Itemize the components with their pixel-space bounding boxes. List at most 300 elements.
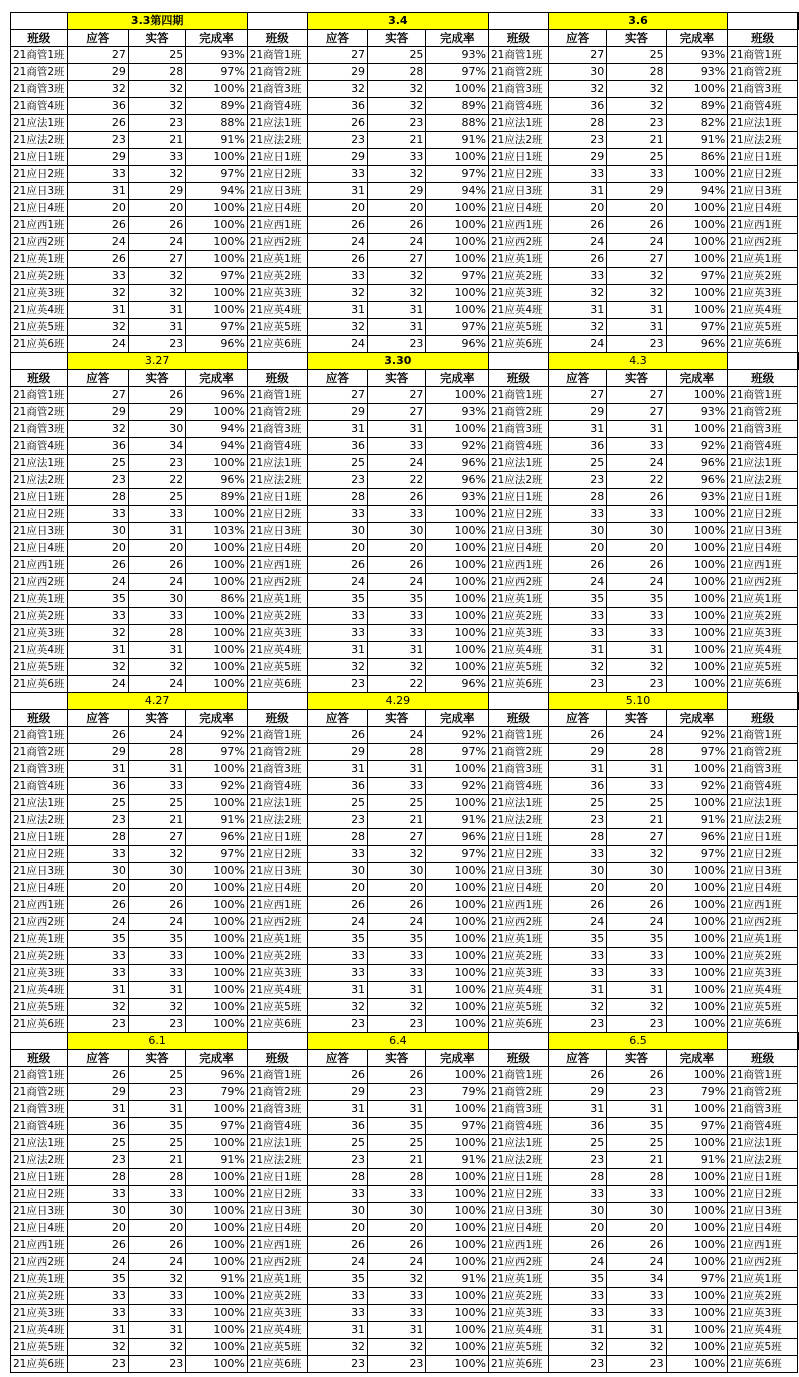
value-cell[interactable]: 24 <box>548 574 606 591</box>
class-name-cell[interactable]: 21应西2班 <box>728 1254 798 1271</box>
value-cell[interactable]: 97% <box>426 1118 489 1135</box>
class-name-cell[interactable]: 21商管1班 <box>247 727 307 744</box>
value-cell[interactable]: 27 <box>368 251 426 268</box>
date-label[interactable]: 4.3 <box>548 353 727 370</box>
class-name-cell[interactable]: 21应英1班 <box>11 591 68 608</box>
value-cell[interactable]: 20 <box>607 1220 666 1237</box>
column-header[interactable]: 班级 <box>488 370 548 387</box>
value-cell[interactable]: 24 <box>368 727 426 744</box>
class-name-cell[interactable]: 21应英4班 <box>728 1322 798 1339</box>
class-name-cell[interactable]: 21应西1班 <box>488 557 548 574</box>
value-cell[interactable]: 23 <box>548 812 606 829</box>
value-cell[interactable]: 36 <box>307 98 367 115</box>
value-cell[interactable]: 27 <box>368 829 426 846</box>
class-name-cell[interactable]: 21应西2班 <box>488 1254 548 1271</box>
value-cell[interactable]: 29 <box>67 1084 128 1101</box>
class-name-cell[interactable]: 21应英2班 <box>11 1288 68 1305</box>
value-cell[interactable]: 24 <box>67 1254 128 1271</box>
value-cell[interactable]: 25 <box>67 1135 128 1152</box>
value-cell[interactable]: 33 <box>548 1288 606 1305</box>
value-cell[interactable]: 97% <box>426 268 489 285</box>
date-label[interactable]: 6.5 <box>548 1033 727 1050</box>
value-cell[interactable]: 33 <box>128 1288 185 1305</box>
value-cell[interactable]: 30 <box>307 1203 367 1220</box>
class-name-cell[interactable]: 21应英2班 <box>728 608 798 625</box>
value-cell[interactable]: 33 <box>368 149 426 166</box>
class-name-cell[interactable]: 21商管3班 <box>488 1101 548 1118</box>
value-cell[interactable]: 32 <box>128 166 185 183</box>
value-cell[interactable]: 27 <box>548 47 606 64</box>
column-header[interactable]: 班级 <box>11 370 68 387</box>
value-cell[interactable]: 33 <box>607 948 666 965</box>
class-name-cell[interactable]: 21应英2班 <box>11 268 68 285</box>
value-cell[interactable]: 33 <box>368 1305 426 1322</box>
class-name-cell[interactable]: 21应日3班 <box>247 1203 307 1220</box>
value-cell[interactable]: 27 <box>368 387 426 404</box>
value-cell[interactable]: 97% <box>186 319 248 336</box>
value-cell[interactable]: 35 <box>607 591 666 608</box>
value-cell[interactable]: 28 <box>368 744 426 761</box>
value-cell[interactable]: 32 <box>67 999 128 1016</box>
column-header[interactable]: 完成率 <box>426 370 489 387</box>
class-name-cell[interactable]: 21应英6班 <box>11 1016 68 1033</box>
date-label[interactable]: 6.4 <box>307 1033 488 1050</box>
value-cell[interactable]: 97% <box>666 744 728 761</box>
value-cell[interactable]: 89% <box>666 98 728 115</box>
value-cell[interactable]: 100% <box>426 1356 489 1373</box>
value-cell[interactable]: 30 <box>128 863 185 880</box>
value-cell[interactable]: 100% <box>666 1322 728 1339</box>
value-cell[interactable]: 100% <box>186 1135 248 1152</box>
value-cell[interactable]: 25 <box>67 795 128 812</box>
blank-cell[interactable] <box>488 353 548 370</box>
class-name-cell[interactable]: 21应日4班 <box>488 1220 548 1237</box>
value-cell[interactable]: 96% <box>426 455 489 472</box>
date-label[interactable]: 4.27 <box>67 693 247 710</box>
value-cell[interactable]: 31 <box>368 302 426 319</box>
value-cell[interactable]: 100% <box>666 1067 728 1084</box>
value-cell[interactable]: 100% <box>426 1169 489 1186</box>
value-cell[interactable]: 24 <box>548 336 606 353</box>
value-cell[interactable]: 33 <box>67 1186 128 1203</box>
value-cell[interactable]: 31 <box>548 1101 606 1118</box>
class-name-cell[interactable]: 21应日3班 <box>728 183 798 200</box>
value-cell[interactable]: 31 <box>128 302 185 319</box>
blank-cell[interactable] <box>247 693 307 710</box>
class-name-cell[interactable]: 21应英5班 <box>247 999 307 1016</box>
class-name-cell[interactable]: 21应英4班 <box>11 642 68 659</box>
value-cell[interactable]: 20 <box>607 880 666 897</box>
value-cell[interactable]: 20 <box>368 540 426 557</box>
class-name-cell[interactable]: 21应日3班 <box>728 523 798 540</box>
value-cell[interactable]: 96% <box>186 336 248 353</box>
value-cell[interactable]: 23 <box>607 336 666 353</box>
value-cell[interactable]: 24 <box>368 574 426 591</box>
value-cell[interactable]: 35 <box>607 931 666 948</box>
value-cell[interactable]: 26 <box>607 1237 666 1254</box>
value-cell[interactable]: 26 <box>67 217 128 234</box>
value-cell[interactable]: 100% <box>666 948 728 965</box>
value-cell[interactable]: 28 <box>548 115 606 132</box>
class-name-cell[interactable]: 21应西1班 <box>11 217 68 234</box>
value-cell[interactable]: 100% <box>426 591 489 608</box>
value-cell[interactable]: 96% <box>186 1067 248 1084</box>
value-cell[interactable]: 21 <box>128 812 185 829</box>
value-cell[interactable]: 100% <box>426 999 489 1016</box>
value-cell[interactable]: 100% <box>426 965 489 982</box>
class-name-cell[interactable]: 21应西1班 <box>11 1237 68 1254</box>
value-cell[interactable]: 33 <box>368 608 426 625</box>
value-cell[interactable]: 23 <box>548 1356 606 1373</box>
value-cell[interactable]: 27 <box>128 829 185 846</box>
value-cell[interactable]: 26 <box>368 217 426 234</box>
date-label[interactable]: 3.6 <box>548 13 727 30</box>
value-cell[interactable]: 100% <box>186 455 248 472</box>
value-cell[interactable]: 22 <box>368 472 426 489</box>
class-name-cell[interactable]: 21商管3班 <box>488 421 548 438</box>
class-name-cell[interactable]: 21应英4班 <box>11 1322 68 1339</box>
value-cell[interactable]: 32 <box>128 81 185 98</box>
value-cell[interactable]: 30 <box>548 1203 606 1220</box>
value-cell[interactable]: 23 <box>548 676 606 693</box>
column-header[interactable]: 完成率 <box>186 710 248 727</box>
value-cell[interactable]: 32 <box>67 285 128 302</box>
value-cell[interactable]: 100% <box>666 880 728 897</box>
value-cell[interactable]: 26 <box>307 1067 367 1084</box>
class-name-cell[interactable]: 21应法1班 <box>247 795 307 812</box>
value-cell[interactable]: 23 <box>607 1016 666 1033</box>
value-cell[interactable]: 26 <box>607 897 666 914</box>
value-cell[interactable]: 26 <box>607 1067 666 1084</box>
class-name-cell[interactable]: 21商管1班 <box>11 387 68 404</box>
value-cell[interactable]: 26 <box>128 1237 185 1254</box>
value-cell[interactable]: 32 <box>607 1339 666 1356</box>
class-name-cell[interactable]: 21商管1班 <box>247 1067 307 1084</box>
column-header[interactable]: 班级 <box>247 1050 307 1067</box>
value-cell[interactable]: 25 <box>368 1135 426 1152</box>
value-cell[interactable]: 20 <box>128 1220 185 1237</box>
value-cell[interactable]: 26 <box>307 727 367 744</box>
value-cell[interactable]: 24 <box>128 574 185 591</box>
value-cell[interactable]: 22 <box>368 676 426 693</box>
value-cell[interactable]: 100% <box>426 931 489 948</box>
value-cell[interactable]: 100% <box>186 761 248 778</box>
class-name-cell[interactable]: 21应日1班 <box>488 489 548 506</box>
value-cell[interactable]: 33 <box>128 778 185 795</box>
value-cell[interactable]: 97% <box>426 319 489 336</box>
value-cell[interactable]: 33 <box>607 1186 666 1203</box>
value-cell[interactable]: 26 <box>67 1067 128 1084</box>
value-cell[interactable]: 91% <box>666 132 728 149</box>
value-cell[interactable]: 30 <box>307 523 367 540</box>
value-cell[interactable]: 30 <box>307 863 367 880</box>
value-cell[interactable]: 23 <box>307 472 367 489</box>
column-header[interactable]: 实答 <box>607 710 666 727</box>
class-name-cell[interactable]: 21应法1班 <box>728 115 798 132</box>
value-cell[interactable]: 100% <box>666 914 728 931</box>
class-name-cell[interactable]: 21应英4班 <box>488 982 548 999</box>
class-name-cell[interactable]: 21应英3班 <box>11 625 68 642</box>
value-cell[interactable]: 32 <box>368 98 426 115</box>
value-cell[interactable]: 100% <box>426 1220 489 1237</box>
value-cell[interactable]: 33 <box>548 268 606 285</box>
class-name-cell[interactable]: 21应日1班 <box>488 829 548 846</box>
value-cell[interactable]: 29 <box>607 183 666 200</box>
value-cell[interactable]: 31 <box>548 183 606 200</box>
column-header[interactable]: 班级 <box>247 710 307 727</box>
value-cell[interactable]: 97% <box>186 744 248 761</box>
value-cell[interactable]: 33 <box>307 166 367 183</box>
class-name-cell[interactable]: 21商管4班 <box>247 778 307 795</box>
value-cell[interactable]: 100% <box>666 982 728 999</box>
class-name-cell[interactable]: 21应西1班 <box>728 557 798 574</box>
value-cell[interactable]: 100% <box>186 217 248 234</box>
column-header[interactable]: 班级 <box>488 710 548 727</box>
value-cell[interactable]: 24 <box>128 234 185 251</box>
class-name-cell[interactable]: 21应日3班 <box>488 863 548 880</box>
value-cell[interactable]: 21 <box>128 132 185 149</box>
class-name-cell[interactable]: 21应法2班 <box>488 1152 548 1169</box>
class-name-cell[interactable]: 21应日3班 <box>728 863 798 880</box>
blank-cell[interactable] <box>11 693 68 710</box>
class-name-cell[interactable]: 21商管2班 <box>728 404 798 421</box>
date-label-cut[interactable] <box>798 353 799 370</box>
class-name-cell[interactable]: 21应日3班 <box>11 523 68 540</box>
value-cell[interactable]: 20 <box>67 880 128 897</box>
value-cell[interactable]: 24 <box>67 676 128 693</box>
class-name-cell[interactable]: 21商管4班 <box>488 1118 548 1135</box>
class-name-cell[interactable]: 21应英5班 <box>728 319 798 336</box>
value-cell[interactable]: 25 <box>607 1135 666 1152</box>
blank-cell[interactable] <box>488 1033 548 1050</box>
value-cell[interactable]: 32 <box>548 319 606 336</box>
column-header[interactable]: 应答 <box>67 1050 128 1067</box>
value-cell[interactable]: 24 <box>307 574 367 591</box>
class-name-cell[interactable]: 21商管3班 <box>247 81 307 98</box>
value-cell[interactable]: 26 <box>548 217 606 234</box>
value-cell[interactable]: 32 <box>368 268 426 285</box>
value-cell[interactable]: 96% <box>426 336 489 353</box>
value-cell[interactable]: 100% <box>186 1322 248 1339</box>
value-cell[interactable]: 33 <box>307 965 367 982</box>
value-cell[interactable]: 24 <box>307 234 367 251</box>
value-cell[interactable]: 26 <box>368 489 426 506</box>
value-cell[interactable]: 27 <box>128 251 185 268</box>
value-cell[interactable]: 100% <box>186 557 248 574</box>
value-cell[interactable]: 100% <box>666 285 728 302</box>
value-cell[interactable]: 20 <box>307 540 367 557</box>
value-cell[interactable]: 100% <box>666 931 728 948</box>
value-cell[interactable]: 25 <box>128 47 185 64</box>
class-name-cell[interactable]: 21应日3班 <box>247 183 307 200</box>
value-cell[interactable]: 32 <box>607 659 666 676</box>
value-cell[interactable]: 32 <box>67 1339 128 1356</box>
column-header[interactable]: 实答 <box>128 710 185 727</box>
value-cell[interactable]: 26 <box>67 727 128 744</box>
value-cell[interactable]: 31 <box>607 1101 666 1118</box>
value-cell[interactable]: 23 <box>67 132 128 149</box>
value-cell[interactable]: 26 <box>67 1237 128 1254</box>
class-name-cell[interactable]: 21应日1班 <box>11 829 68 846</box>
value-cell[interactable]: 94% <box>186 183 248 200</box>
class-name-cell[interactable]: 21应日1班 <box>11 149 68 166</box>
value-cell[interactable]: 96% <box>666 455 728 472</box>
value-cell[interactable]: 93% <box>426 404 489 421</box>
class-name-cell[interactable]: 21应日3班 <box>11 1203 68 1220</box>
value-cell[interactable]: 94% <box>426 183 489 200</box>
value-cell[interactable]: 97% <box>666 319 728 336</box>
class-name-cell[interactable]: 21应法2班 <box>247 472 307 489</box>
class-name-cell[interactable]: 21应英6班 <box>728 336 798 353</box>
value-cell[interactable]: 100% <box>426 914 489 931</box>
class-name-cell[interactable]: 21应法2班 <box>11 472 68 489</box>
value-cell[interactable]: 33 <box>67 506 128 523</box>
value-cell[interactable]: 23 <box>548 472 606 489</box>
value-cell[interactable]: 32 <box>128 98 185 115</box>
value-cell[interactable]: 28 <box>67 1169 128 1186</box>
value-cell[interactable]: 91% <box>186 812 248 829</box>
value-cell[interactable]: 100% <box>666 387 728 404</box>
value-cell[interactable]: 89% <box>186 489 248 506</box>
value-cell[interactable]: 96% <box>186 472 248 489</box>
blank-cell[interactable] <box>247 13 307 30</box>
value-cell[interactable]: 26 <box>548 557 606 574</box>
value-cell[interactable]: 25 <box>548 1135 606 1152</box>
value-cell[interactable]: 26 <box>548 1237 606 1254</box>
value-cell[interactable]: 33 <box>368 778 426 795</box>
value-cell[interactable]: 31 <box>307 642 367 659</box>
value-cell[interactable]: 97% <box>186 64 248 81</box>
value-cell[interactable]: 33 <box>368 965 426 982</box>
class-name-cell[interactable]: 21应西2班 <box>247 574 307 591</box>
value-cell[interactable]: 26 <box>307 557 367 574</box>
value-cell[interactable]: 30 <box>128 1203 185 1220</box>
class-name-cell[interactable]: 21商管4班 <box>488 438 548 455</box>
class-name-cell[interactable]: 21应英4班 <box>247 302 307 319</box>
value-cell[interactable]: 36 <box>67 438 128 455</box>
class-name-cell[interactable]: 21应西2班 <box>488 914 548 931</box>
value-cell[interactable]: 30 <box>67 863 128 880</box>
class-name-cell[interactable]: 21商管3班 <box>488 761 548 778</box>
class-name-cell[interactable]: 21应日1班 <box>247 829 307 846</box>
value-cell[interactable]: 26 <box>307 115 367 132</box>
value-cell[interactable]: 29 <box>128 183 185 200</box>
value-cell[interactable]: 31 <box>67 1101 128 1118</box>
class-name-cell[interactable]: 21应英2班 <box>728 1288 798 1305</box>
value-cell[interactable]: 30 <box>548 64 606 81</box>
value-cell[interactable]: 92% <box>186 778 248 795</box>
value-cell[interactable]: 26 <box>548 1067 606 1084</box>
class-name-cell[interactable]: 21应英4班 <box>247 982 307 999</box>
value-cell[interactable]: 93% <box>426 489 489 506</box>
value-cell[interactable]: 93% <box>666 64 728 81</box>
class-name-cell[interactable]: 21应英1班 <box>11 251 68 268</box>
value-cell[interactable]: 100% <box>666 1016 728 1033</box>
value-cell[interactable]: 26 <box>67 251 128 268</box>
class-name-cell[interactable]: 21应日3班 <box>488 1203 548 1220</box>
class-name-cell[interactable]: 21商管4班 <box>488 98 548 115</box>
value-cell[interactable]: 31 <box>607 1322 666 1339</box>
column-header[interactable]: 实答 <box>368 30 426 47</box>
column-header[interactable]: 完成率 <box>426 30 489 47</box>
value-cell[interactable]: 33 <box>307 1288 367 1305</box>
value-cell[interactable]: 30 <box>128 421 185 438</box>
value-cell[interactable]: 35 <box>307 591 367 608</box>
value-cell[interactable]: 35 <box>368 1118 426 1135</box>
class-name-cell[interactable]: 21应日1班 <box>11 489 68 506</box>
class-name-cell[interactable]: 21应西2班 <box>728 234 798 251</box>
value-cell[interactable]: 24 <box>607 914 666 931</box>
value-cell[interactable]: 20 <box>368 880 426 897</box>
value-cell[interactable]: 31 <box>307 1322 367 1339</box>
value-cell[interactable]: 100% <box>666 1135 728 1152</box>
value-cell[interactable]: 100% <box>186 1186 248 1203</box>
value-cell[interactable]: 91% <box>186 132 248 149</box>
value-cell[interactable]: 100% <box>666 506 728 523</box>
value-cell[interactable]: 20 <box>307 200 367 217</box>
value-cell[interactable]: 97% <box>666 846 728 863</box>
value-cell[interactable]: 31 <box>67 302 128 319</box>
value-cell[interactable]: 32 <box>67 81 128 98</box>
value-cell[interactable]: 92% <box>186 727 248 744</box>
value-cell[interactable]: 100% <box>426 200 489 217</box>
value-cell[interactable]: 100% <box>426 574 489 591</box>
value-cell[interactable]: 100% <box>426 234 489 251</box>
column-header[interactable]: 应答 <box>548 710 606 727</box>
value-cell[interactable]: 32 <box>128 285 185 302</box>
class-name-cell[interactable]: 21应西1班 <box>247 1237 307 1254</box>
value-cell[interactable]: 97% <box>426 166 489 183</box>
class-name-cell[interactable]: 21应英1班 <box>728 1271 798 1288</box>
value-cell[interactable]: 31 <box>607 642 666 659</box>
class-name-cell[interactable]: 21应法1班 <box>488 115 548 132</box>
value-cell[interactable]: 91% <box>666 1152 728 1169</box>
value-cell[interactable]: 97% <box>426 846 489 863</box>
class-name-cell[interactable]: 21应日2班 <box>488 1186 548 1203</box>
value-cell[interactable]: 26 <box>607 217 666 234</box>
class-name-cell[interactable]: 21应英4班 <box>247 642 307 659</box>
value-cell[interactable]: 26 <box>607 557 666 574</box>
value-cell[interactable]: 92% <box>666 727 728 744</box>
value-cell[interactable]: 23 <box>607 1084 666 1101</box>
column-header[interactable]: 应答 <box>548 370 606 387</box>
class-name-cell[interactable]: 21应西1班 <box>488 1237 548 1254</box>
value-cell[interactable]: 100% <box>186 1356 248 1373</box>
value-cell[interactable]: 26 <box>607 489 666 506</box>
value-cell[interactable]: 33 <box>368 506 426 523</box>
class-name-cell[interactable]: 21商管4班 <box>247 1118 307 1135</box>
value-cell[interactable]: 103% <box>186 523 248 540</box>
column-header[interactable]: 班级 <box>247 30 307 47</box>
value-cell[interactable]: 23 <box>67 1016 128 1033</box>
blank-cell[interactable] <box>11 13 68 30</box>
value-cell[interactable]: 32 <box>368 81 426 98</box>
value-cell[interactable]: 100% <box>426 251 489 268</box>
value-cell[interactable]: 32 <box>128 1271 185 1288</box>
value-cell[interactable]: 36 <box>67 1118 128 1135</box>
value-cell[interactable]: 33 <box>368 438 426 455</box>
column-header[interactable]: 完成率 <box>666 30 728 47</box>
value-cell[interactable]: 33 <box>67 268 128 285</box>
value-cell[interactable]: 30 <box>67 1203 128 1220</box>
value-cell[interactable]: 29 <box>128 404 185 421</box>
class-name-cell[interactable]: 21应法2班 <box>728 472 798 489</box>
class-name-cell[interactable]: 21商管2班 <box>11 404 68 421</box>
class-name-cell[interactable]: 21应英6班 <box>488 676 548 693</box>
value-cell[interactable]: 36 <box>67 778 128 795</box>
value-cell[interactable]: 100% <box>666 234 728 251</box>
value-cell[interactable]: 23 <box>128 115 185 132</box>
